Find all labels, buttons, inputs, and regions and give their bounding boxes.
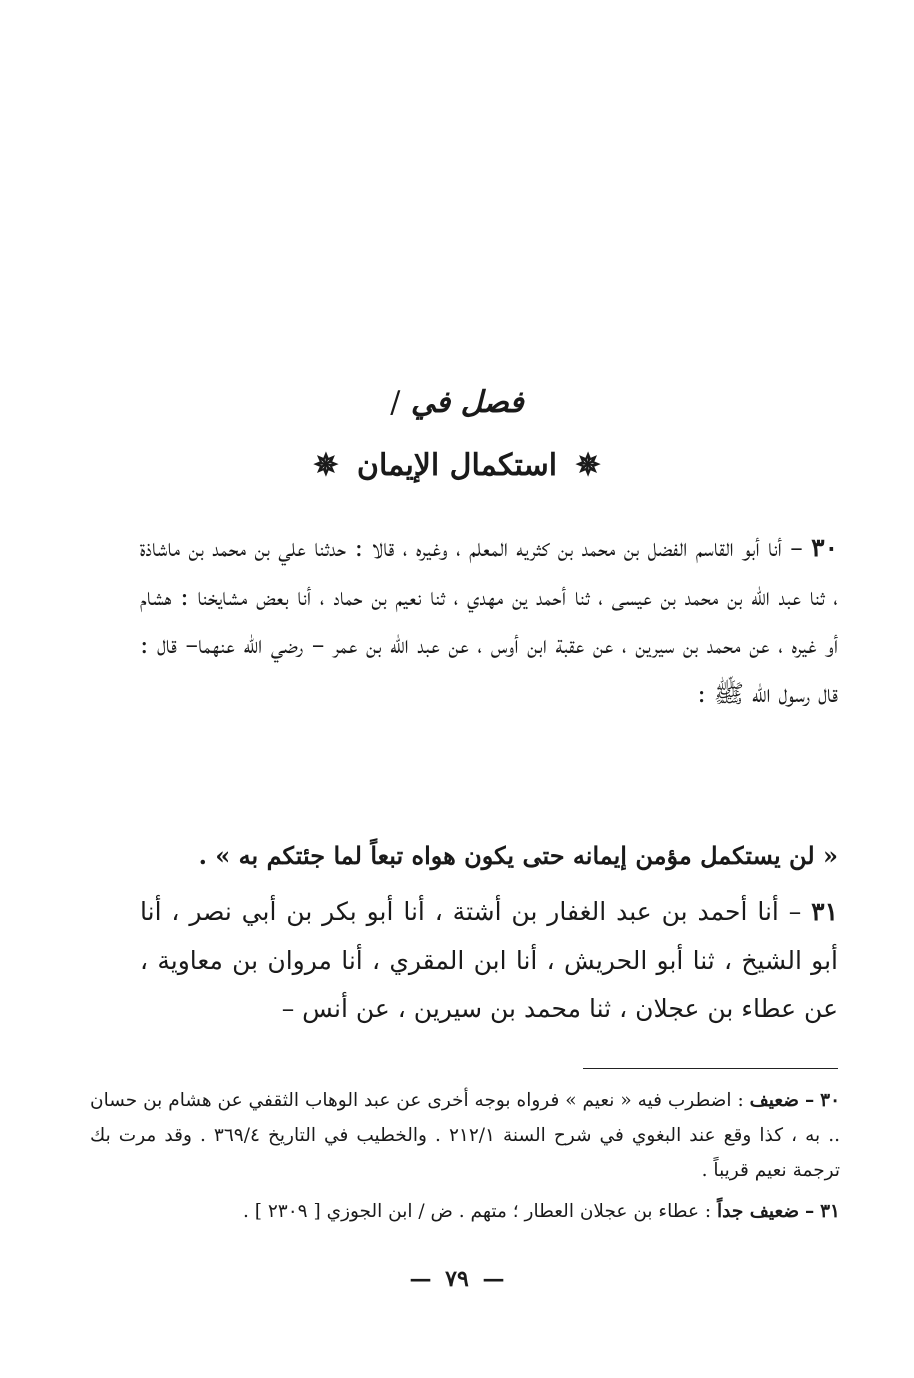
section-kicker: [0, 385, 914, 420]
footnote-number: ٣١: [820, 1201, 840, 1222]
footnote-dash: –: [804, 1201, 815, 1222]
footnote-text: : اضطرب فيه « نعيم » فرواه بوجه أخرى عن عبد الوهاب الثقفي عن هشام بن حسان .. به ، كذا وقع عند البغوي في شرح السنة ٢١٢/١ . والخطيب في التاريخ ٣٦٩/٤ . وقد مرت بك ترجمة نعيم قريباً .: [90, 1090, 840, 1181]
footnote-number: ٣٠: [820, 1090, 841, 1111]
ornament-star-icon: ✵: [313, 448, 339, 483]
paragraph-number: ٣٠: [811, 533, 838, 562]
hadith-quote: [140, 832, 838, 880]
paragraph-31: [140, 888, 838, 1034]
footnote-grade: ضعيف: [749, 1090, 800, 1111]
hadith-text: « لن يستكمل مؤمن إيمانه حتى يكون هواه تبعاً لما جئتكم به » .: [198, 841, 838, 870]
page-number-value: ٧٩: [445, 1266, 469, 1292]
section-title: [0, 448, 914, 483]
paragraph-number: ٣١: [811, 897, 838, 926]
section-kicker-slash: /: [390, 385, 401, 420]
page-number-dash: —: [482, 1266, 505, 1292]
paragraph-dash: –: [790, 533, 803, 562]
paragraph-text: أنا أحمد بن عبد الغفار بن أشتة ، أنا أبو بكر بن أبي نصر ، أنا أبو الشيخ ، ثنا أبو الحريش ، أنا ابن المقري ، أنا مروان بن معاوية ، عن عطاء بن عجلان ، ثنا محمد بن سيرين ، عن أنس –: [140, 897, 838, 1023]
footnote-grade: ضعيف جداً: [717, 1201, 800, 1222]
paragraph-30: [140, 524, 838, 718]
footnote-separator: [583, 1068, 838, 1069]
paragraph-dash: –: [788, 897, 802, 926]
footnote-30: [90, 1083, 840, 1188]
footnote-31: [90, 1194, 840, 1229]
section-kicker-text: فصل في: [410, 385, 524, 420]
page-number: [0, 1266, 914, 1292]
page-number-dash: —: [409, 1266, 432, 1292]
ornament-star-icon: ✵: [575, 448, 601, 483]
footnote-dash: –: [804, 1090, 815, 1111]
paragraph-text: أنا أبو القاسم الفضل بن محمد بن كثريه المعلم ، وغيره ، قالا : حدثنا علي بن محمد بن ماشاذة ، ثنا عبد الله بن محمد بن عيسى ، ثنا أحمد ين مهدي ، ثنا نعيم بن حماد ، أنا بعض مشايخنا : هشام أو غيره ، عن محمد بن سيرين ، عن عقبة ابن أوس ، عن عبد الله بن عمر – رضي الله عنهما– قال : قال رسول الله ﷺ :: [140, 533, 839, 708]
footnote-text: : عطاء بن عجلان العطار ؛ متهم . ض / ابن الجوزي [ ٢٣٠٩ ] .: [243, 1201, 712, 1222]
section-title-text: استكمال الإيمان: [356, 448, 558, 483]
footnotes: [90, 1083, 840, 1229]
